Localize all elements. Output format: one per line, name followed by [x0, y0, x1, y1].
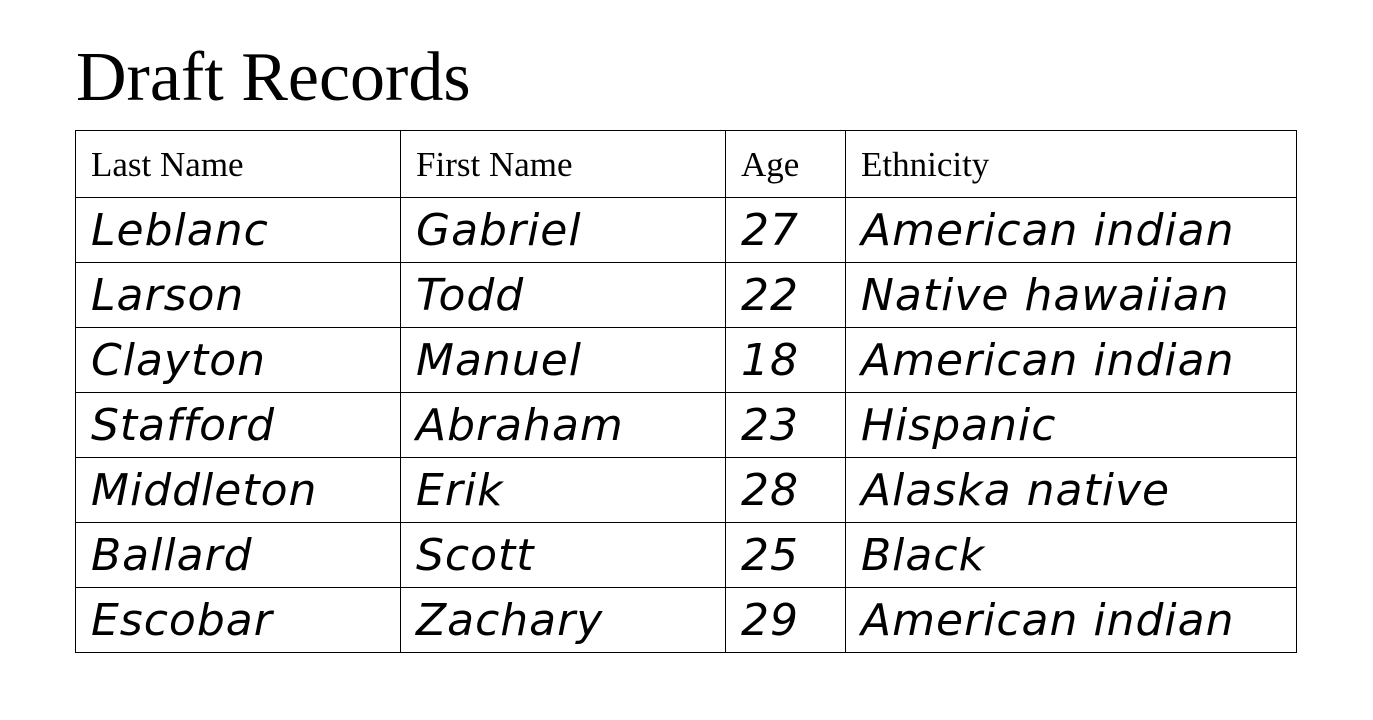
cell-first-name: Abraham — [401, 393, 726, 458]
cell-ethnicity: Native hawaiian — [846, 263, 1297, 328]
table-row — [76, 588, 1297, 653]
cell-age: 22 — [726, 263, 846, 328]
cell-age: 29 — [726, 588, 846, 653]
cell-ethnicity: Black — [846, 523, 1297, 588]
cell-first-name: Scott — [401, 523, 726, 588]
cell-ethnicity: American indian — [846, 588, 1297, 653]
cell-age: 27 — [726, 198, 846, 263]
cell-age: 23 — [726, 393, 846, 458]
header-first-name: First Name — [401, 131, 726, 198]
table-row — [76, 523, 1297, 588]
cell-first-name: Zachary — [401, 588, 726, 653]
page-title: Draft Records — [76, 39, 471, 116]
header-last-name: Last Name — [76, 131, 401, 198]
table-row — [76, 328, 1297, 393]
table-row — [76, 393, 1297, 458]
cell-first-name: Erik — [401, 458, 726, 523]
cell-last-name: Clayton — [76, 328, 401, 393]
cell-first-name: Manuel — [401, 328, 726, 393]
cell-ethnicity: American indian — [846, 198, 1297, 263]
cell-last-name: Leblanc — [76, 198, 401, 263]
cell-age: 28 — [726, 458, 846, 523]
cell-ethnicity: Hispanic — [846, 393, 1297, 458]
cell-age: 18 — [726, 328, 846, 393]
header-age: Age — [726, 131, 846, 198]
cell-ethnicity: Alaska native — [846, 458, 1297, 523]
cell-first-name: Todd — [401, 263, 726, 328]
cell-last-name: Larson — [76, 263, 401, 328]
cell-last-name: Escobar — [76, 588, 401, 653]
cell-last-name: Stafford — [76, 393, 401, 458]
cell-first-name: Gabriel — [401, 198, 726, 263]
cell-ethnicity: American indian — [846, 328, 1297, 393]
header-row — [76, 131, 1297, 198]
header-ethnicity: Ethnicity — [846, 131, 1297, 198]
cell-last-name: Middleton — [76, 458, 401, 523]
draft-records-table — [75, 130, 1297, 653]
table-row — [76, 263, 1297, 328]
cell-last-name: Ballard — [76, 523, 401, 588]
table-row — [76, 198, 1297, 263]
table-row — [76, 458, 1297, 523]
cell-age: 25 — [726, 523, 846, 588]
